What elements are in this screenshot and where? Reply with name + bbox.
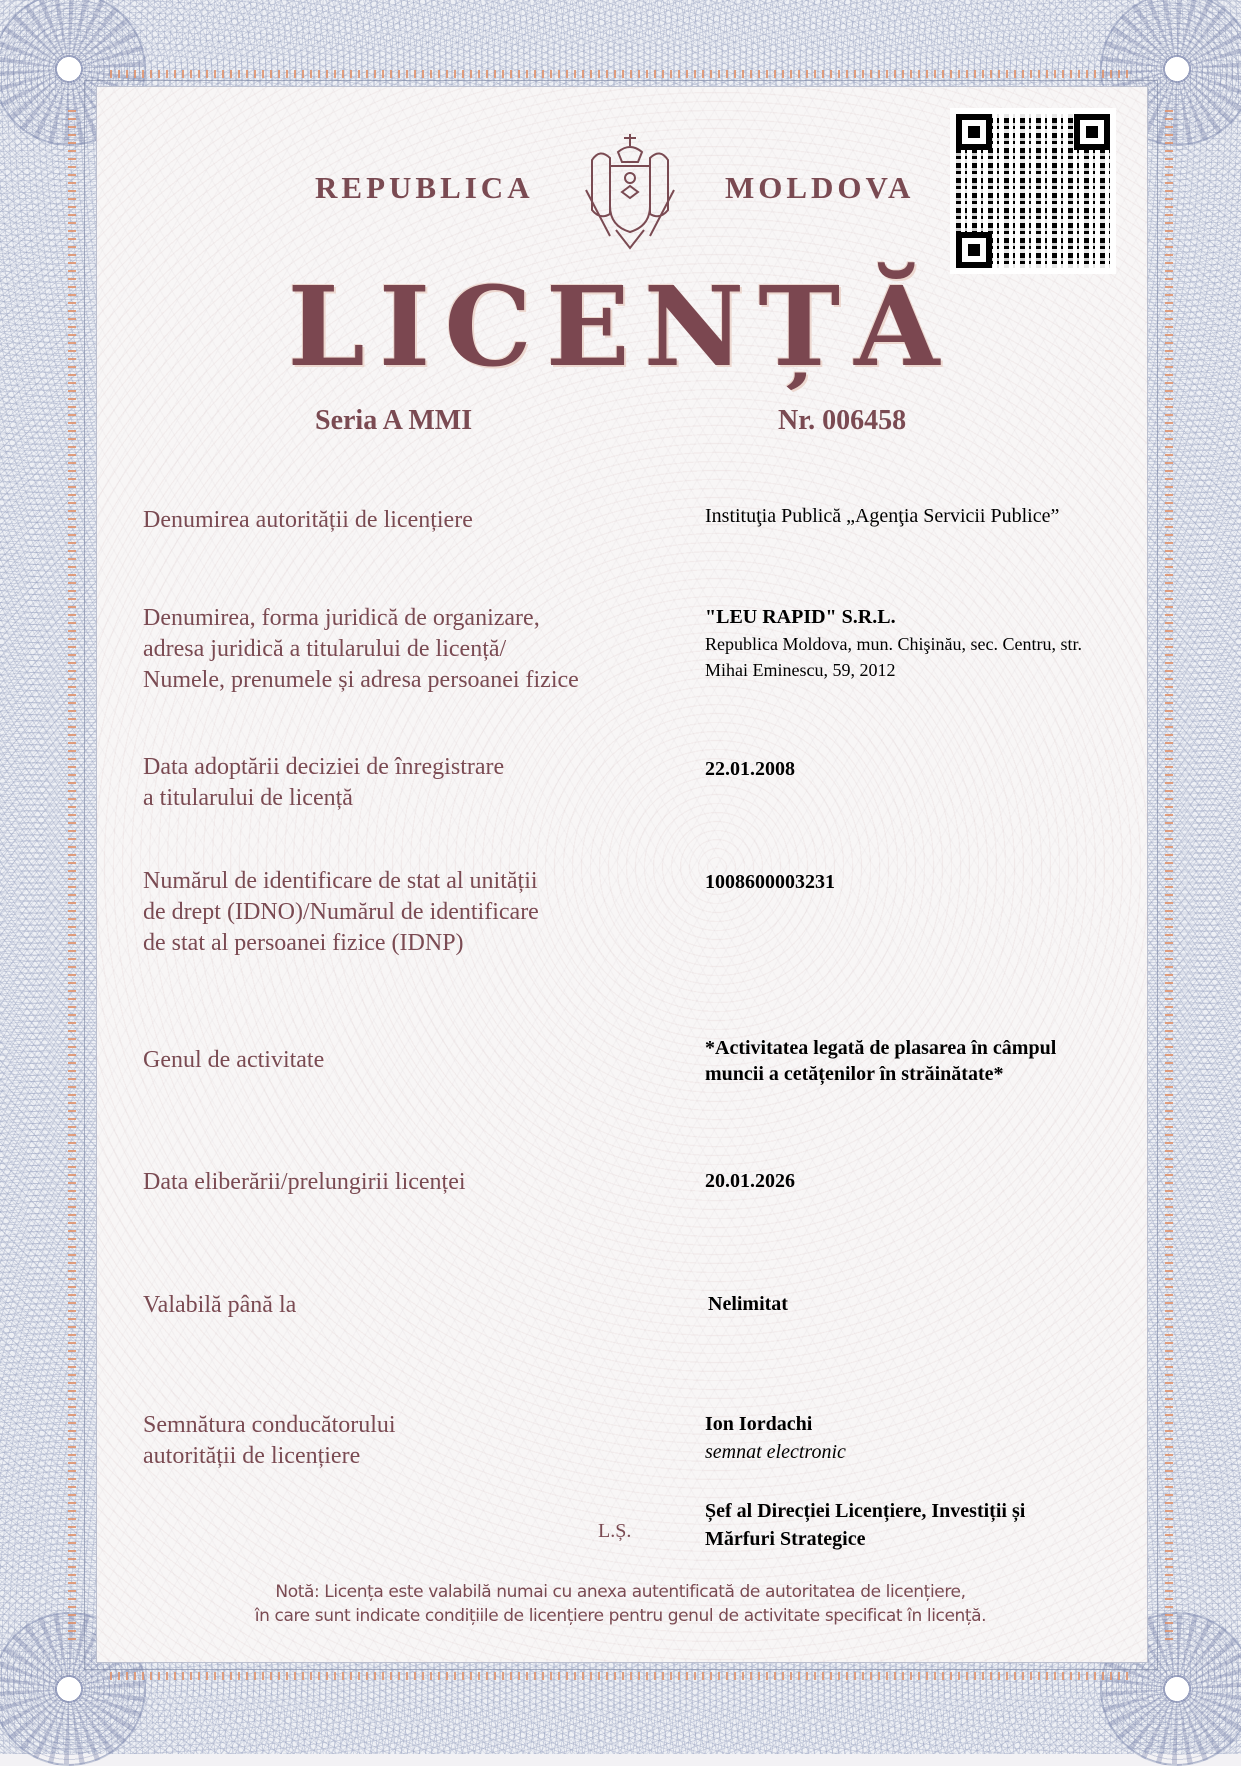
license-number: Nr. 006458 — [778, 405, 907, 436]
field-value-holder — [705, 603, 1082, 683]
field-label-activity: Genul de activitate — [143, 1047, 325, 1073]
field-value-signature — [705, 1410, 846, 1466]
footer-note: Notă: Licența este valabilă numai cu anexa autentificată de autoritatea de licențiere, în care sunt indicate condițiile de licențiere pentru genul de activitate specificat în licență. — [254, 1582, 987, 1626]
holder-address-line1: Republica Moldova, mun. Chişinău, sec. Centru, str. — [705, 634, 1082, 654]
header-republica: REPUBLICA — [315, 170, 534, 205]
coat-of-arms-icon — [580, 130, 680, 252]
holder-name: "LEU RAPID" S.R.L. — [705, 606, 896, 628]
qr-code-icon[interactable] — [950, 108, 1116, 274]
field-label-issue-date: Data eliberării/prelungirii licenței — [143, 1169, 466, 1195]
document-title: LICENȚĂ — [287, 262, 954, 391]
signature-status: semnat electronic — [705, 1441, 846, 1463]
border-band-top — [110, 70, 1130, 78]
signatory-title: Șef al Direcției Licențiere, Investiții și Mărfuri Strategice — [705, 1500, 1026, 1550]
field-label-valid-until: Valabilă până la — [143, 1292, 297, 1318]
field-value-licensing-authority: Instituţia Publică „Agenţia Servicii Publice” — [705, 505, 1060, 527]
field-label-idno: Numărul de identificare de stat al unității de drept (IDNO)/Numărul de identificare de stat al persoanei fizice (IDNP) — [143, 868, 539, 956]
border-band-bottom — [110, 1672, 1130, 1680]
field-value-activity: *Activitatea legată de plasarea în câmpul muncii a cetățenilor în străinătate* — [705, 1037, 1057, 1085]
seal-mark: L.Ș. — [598, 1520, 632, 1542]
holder-address-line2: Mihai Eminescu, 59, 2012 — [705, 660, 896, 680]
header-moldova: MOLDOVA — [725, 170, 915, 205]
field-value-registration-date: 22.01.2008 — [705, 758, 795, 780]
field-label-signature: Semnătura conducătorului autorității de licențiere — [143, 1412, 396, 1469]
field-label-licensing-authority: Denumirea autorității de licențiere — [143, 507, 473, 533]
field-value-valid-until: Nelimitat — [708, 1293, 788, 1315]
signatory-name: Ion Iordachi — [705, 1413, 813, 1435]
field-label-registration-date: Data adoptării deciziei de înregistrare a titularului de licență — [143, 754, 505, 811]
series-label: Seria A MMI — [315, 405, 473, 436]
field-value-idno: 1008600003231 — [705, 871, 835, 893]
field-value-issue-date: 20.01.2026 — [705, 1170, 795, 1192]
field-label-holder: Denumirea, forma juridică de organizare, adresa juridică a titularului de licență/ Numele, prenumele și adresa persoanei fizice — [143, 605, 579, 693]
